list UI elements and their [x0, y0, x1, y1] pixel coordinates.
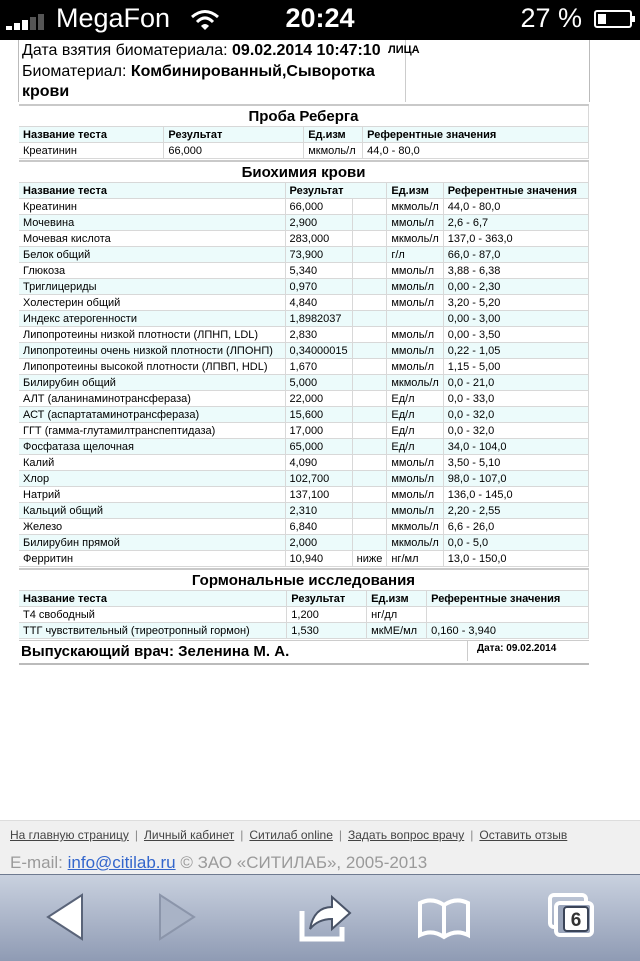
- test-unit: ммоль/л: [387, 487, 443, 503]
- table-row: [19, 295, 589, 311]
- forward-button[interactable]: [146, 889, 206, 945]
- clock: 20:24: [285, 3, 355, 33]
- result-flag: [352, 487, 387, 503]
- hormones-table: [19, 568, 589, 639]
- sample-date: Дата взятия биоматериала: 09.02.2014 10:47:10: [22, 42, 381, 59]
- result-flag: [352, 215, 387, 231]
- reference-range: 44,0 - 80,0: [363, 143, 589, 159]
- biomaterial: Биоматериал: Комбинированный,Сыворотка крови: [22, 63, 375, 100]
- carrier-name: MegaFon: [56, 3, 171, 33]
- test-result: 65,000: [285, 439, 352, 455]
- test-name: Индекс атерогенности: [19, 311, 285, 327]
- report-footer: [19, 640, 589, 665]
- result-flag: [352, 407, 387, 423]
- test-result: 0,970: [285, 279, 352, 295]
- link-feedback[interactable]: Оставить отзыв: [479, 828, 568, 842]
- test-result: 10,940: [285, 551, 352, 567]
- test-result: 66,000: [164, 143, 304, 159]
- result-flag: [352, 455, 387, 471]
- result-flag: [352, 519, 387, 535]
- reference-range: 137,0 - 363,0: [443, 231, 588, 247]
- reference-range: 6,6 - 26,0: [443, 519, 588, 535]
- reference-range: 3,20 - 5,20: [443, 295, 588, 311]
- test-result: 5,000: [285, 375, 352, 391]
- table-row: [19, 279, 589, 295]
- test-name: Билирубин общий: [19, 375, 285, 391]
- result-flag: [352, 439, 387, 455]
- site-footer: [0, 820, 640, 875]
- test-result: 283,000: [285, 231, 352, 247]
- test-result: 4,840: [285, 295, 352, 311]
- table-row: [19, 455, 589, 471]
- section-title: [19, 105, 589, 127]
- test-unit: мкмоль/л: [387, 519, 443, 535]
- reference-range: 0,0 - 33,0: [443, 391, 588, 407]
- reference-range: 34,0 - 104,0: [443, 439, 588, 455]
- result-flag: [352, 535, 387, 551]
- test-name: Железо: [19, 519, 285, 535]
- column-header: Референтные значения: [427, 591, 589, 607]
- result-flag: [352, 295, 387, 311]
- test-unit: Ед/л: [387, 407, 443, 423]
- reference-range: 136,0 - 145,0: [443, 487, 588, 503]
- test-name: Билирубин прямой: [19, 535, 285, 551]
- result-flag: [352, 327, 387, 343]
- link-home[interactable]: На главную страницу: [10, 828, 129, 842]
- result-flag: [352, 279, 387, 295]
- table-row: [19, 551, 589, 567]
- bookmarks-button[interactable]: [414, 889, 474, 945]
- test-name: Фосфатаза щелочная: [19, 439, 285, 455]
- test-name: Креатинин: [19, 199, 285, 215]
- test-unit: ммоль/л: [387, 343, 443, 359]
- test-name: АСТ (аспартатаминотрансфераза): [19, 407, 285, 423]
- reference-range: 98,0 - 107,0: [443, 471, 588, 487]
- test-unit: Ед/л: [387, 439, 443, 455]
- result-flag: [352, 375, 387, 391]
- test-name: АЛТ (аланинаминотрансфераза): [19, 391, 285, 407]
- reference-range: 0,00 - 3,50: [443, 327, 588, 343]
- test-result: 6,840: [285, 519, 352, 535]
- section-title-text: Биохимия крови: [19, 161, 589, 183]
- test-result: 1,8982037: [285, 311, 352, 327]
- test-result: 137,100: [285, 487, 352, 503]
- test-result: 4,090: [285, 455, 352, 471]
- result-flag: [352, 391, 387, 407]
- table-row: [19, 391, 589, 407]
- link-account[interactable]: Личный кабинет: [143, 828, 235, 842]
- battery-percentage: 27 %: [520, 3, 582, 33]
- footer-links: На главную страницу | Личный кабинет | Ситилаб online | Задать вопрос врачу | Оставить отзыв: [10, 828, 568, 842]
- reference-range: 0,22 - 1,05: [443, 343, 588, 359]
- table-row: [19, 327, 589, 343]
- test-name: Креатинин: [19, 143, 164, 159]
- test-result: 1,670: [285, 359, 352, 375]
- column-header-row: [19, 127, 589, 143]
- reference-range: 66,0 - 87,0: [443, 247, 588, 263]
- table-row: [19, 343, 589, 359]
- column-header: Результат: [287, 591, 367, 607]
- test-unit: ммоль/л: [387, 215, 443, 231]
- table-row: [19, 199, 589, 215]
- test-result: 5,340: [285, 263, 352, 279]
- test-result: 15,600: [285, 407, 352, 423]
- column-header: Ед.изм: [387, 183, 443, 199]
- test-result: 0,34000015: [285, 343, 352, 359]
- test-unit: мкмоль/л: [304, 143, 363, 159]
- reference-range: 13,0 - 150,0: [443, 551, 588, 567]
- test-name: Ферритин: [19, 551, 285, 567]
- test-unit: ммоль/л: [387, 295, 443, 311]
- table-row: [19, 519, 589, 535]
- email-link[interactable]: info@citilab.ru: [67, 853, 176, 872]
- table-row: [19, 311, 589, 327]
- test-unit: [387, 311, 443, 327]
- reberg-table: [19, 104, 589, 159]
- reference-range: 0,0 - 5,0: [443, 535, 588, 551]
- result-flag: ниже: [352, 551, 387, 567]
- test-name: Т4 свободный: [19, 607, 287, 623]
- table-row: [19, 263, 589, 279]
- column-header: Результат: [164, 127, 304, 143]
- reference-range: 0,0 - 21,0: [443, 375, 588, 391]
- column-header: Референтные значения: [363, 127, 589, 143]
- tabs-count: 6: [563, 906, 589, 932]
- test-result: 102,700: [285, 471, 352, 487]
- test-result: 66,000: [285, 199, 352, 215]
- result-flag: [352, 471, 387, 487]
- column-header: Ед.изм: [304, 127, 363, 143]
- table-row: [19, 535, 589, 551]
- test-unit: ммоль/л: [387, 455, 443, 471]
- test-name: Мочевина: [19, 215, 285, 231]
- test-name: Липопротеины низкой плотности (ЛПНП, LDL): [19, 327, 285, 343]
- test-unit: нг/дл: [367, 607, 427, 623]
- table-row: [19, 143, 589, 159]
- test-name: Мочевая кислота: [19, 231, 285, 247]
- test-name: Натрий: [19, 487, 285, 503]
- table-row: [19, 407, 589, 423]
- test-unit: ммоль/л: [387, 279, 443, 295]
- column-header-row: [19, 591, 589, 607]
- test-result: 1,200: [287, 607, 367, 623]
- test-unit: Ед/л: [387, 391, 443, 407]
- reference-range: 2,6 - 6,7: [443, 215, 588, 231]
- section-title-text: Гормональные исследования: [19, 569, 589, 591]
- test-unit: ммоль/л: [387, 263, 443, 279]
- table-row: [19, 503, 589, 519]
- test-name: Хлор: [19, 471, 285, 487]
- table-row: [19, 623, 589, 639]
- column-header: Название теста: [19, 591, 287, 607]
- table-row: [19, 471, 589, 487]
- reference-range: 44,0 - 80,0: [443, 199, 588, 215]
- test-unit: г/л: [387, 247, 443, 263]
- test-unit: мкмоль/л: [387, 375, 443, 391]
- back-button[interactable]: [36, 889, 96, 945]
- table-row: [19, 423, 589, 439]
- table-row: [19, 231, 589, 247]
- table-row: [19, 439, 589, 455]
- column-header: Название теста: [19, 183, 285, 199]
- test-result: 73,900: [285, 247, 352, 263]
- test-result: 2,000: [285, 535, 352, 551]
- section-title: [19, 161, 589, 183]
- test-name: Глюкоза: [19, 263, 285, 279]
- result-flag: [352, 503, 387, 519]
- test-result: 22,000: [285, 391, 352, 407]
- test-name: Липопротеины очень низкой плотности (ЛПОНП): [19, 343, 285, 359]
- test-unit: ммоль/л: [387, 327, 443, 343]
- result-flag: [352, 359, 387, 375]
- link-citilab-online[interactable]: Ситилаб online: [249, 828, 333, 842]
- reference-range: 0,160 - 3,940: [427, 623, 589, 639]
- test-unit: ммоль/л: [387, 503, 443, 519]
- reference-range: 3,88 - 6,38: [443, 263, 588, 279]
- result-flag: [352, 263, 387, 279]
- table-row: [19, 215, 589, 231]
- table-row: [19, 247, 589, 263]
- test-name: Холестерин общий: [19, 295, 285, 311]
- contact-line: E-mail: info@citilab.ru © ЗАО «СИТИЛАБ», 2005-2013: [10, 853, 428, 872]
- test-name: Триглицериды: [19, 279, 285, 295]
- test-name: Кальций общий: [19, 503, 285, 519]
- test-result: 2,310: [285, 503, 352, 519]
- section-title: [19, 569, 589, 591]
- result-flag: [352, 311, 387, 327]
- test-name: Липопротеины высокой плотности (ЛПВП, HDL): [19, 359, 285, 375]
- test-unit: ммоль/л: [387, 471, 443, 487]
- share-button[interactable]: [296, 889, 356, 945]
- reference-range: 3,50 - 5,10: [443, 455, 588, 471]
- result-flag: [352, 199, 387, 215]
- issuing-doctor: Выпускающий врач: Зеленина М. А.: [21, 643, 290, 660]
- test-result: 2,900: [285, 215, 352, 231]
- table-row: [19, 359, 589, 375]
- section-title-text: Проба Реберга: [19, 105, 589, 127]
- test-unit: Ед/л: [387, 423, 443, 439]
- browser-toolbar: [0, 874, 640, 961]
- reference-range: 0,00 - 3,00: [443, 311, 588, 327]
- reference-range: 1,15 - 5,00: [443, 359, 588, 375]
- header-fragment: ЛИЦА: [388, 44, 420, 56]
- column-header: Референтные значения: [443, 183, 588, 199]
- reference-range: 0,0 - 32,0: [443, 407, 588, 423]
- table-row: [19, 607, 589, 623]
- table-row: [19, 375, 589, 391]
- reference-range: 2,20 - 2,55: [443, 503, 588, 519]
- status-bar: [0, 0, 640, 40]
- report-date: Дата: 09.02.2014: [477, 643, 557, 654]
- biochemistry-table: [19, 160, 589, 567]
- reference-range: [427, 607, 589, 623]
- reference-range: 0,0 - 32,0: [443, 423, 588, 439]
- link-ask-doctor[interactable]: Задать вопрос врачу: [348, 828, 465, 842]
- result-flag: [352, 423, 387, 439]
- test-name: ТТГ чувствительный (тиреотропный гормон): [19, 623, 287, 639]
- test-result: 1,530: [287, 623, 367, 639]
- test-name: Белок общий: [19, 247, 285, 263]
- test-unit: мкмоль/л: [387, 535, 443, 551]
- column-header: Название теста: [19, 127, 164, 143]
- test-unit: мкМЕ/мл: [367, 623, 427, 639]
- test-unit: нг/мл: [387, 551, 443, 567]
- test-name: Калий: [19, 455, 285, 471]
- test-unit: мкмоль/л: [387, 231, 443, 247]
- test-result: 17,000: [285, 423, 352, 439]
- battery-icon: [594, 10, 632, 28]
- column-header: Результат: [285, 183, 387, 199]
- test-unit: мкмоль/л: [387, 199, 443, 215]
- report-page[interactable]: [0, 40, 640, 820]
- reference-range: 0,00 - 2,30: [443, 279, 588, 295]
- test-unit: ммоль/л: [387, 359, 443, 375]
- result-flag: [352, 247, 387, 263]
- column-header-row: [19, 183, 589, 199]
- test-name: ГГТ (гамма-глутамилтранспептидаза): [19, 423, 285, 439]
- test-result: 2,830: [285, 327, 352, 343]
- table-row: [19, 487, 589, 503]
- result-flag: [352, 343, 387, 359]
- result-flag: [352, 231, 387, 247]
- column-header: Ед.изм: [367, 591, 427, 607]
